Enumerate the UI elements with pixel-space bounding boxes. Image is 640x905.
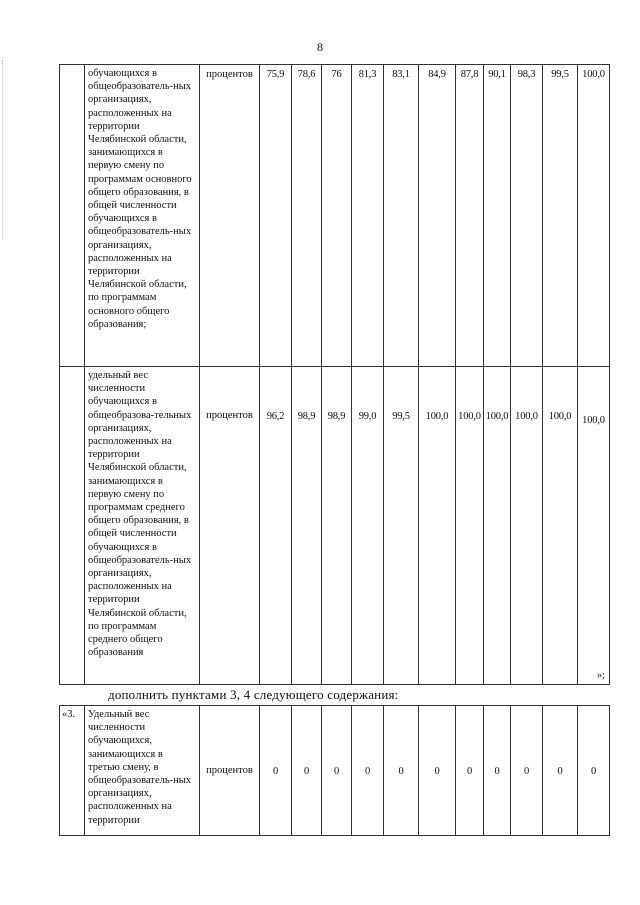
value-cell: 0	[484, 706, 511, 836]
value-cell: 84,9	[419, 65, 456, 367]
value-cell: 96,2	[260, 367, 292, 685]
row-number-cell: «3.	[60, 706, 85, 836]
value-cell: 83,1	[384, 65, 419, 367]
table-row	[60, 367, 610, 685]
table-row	[60, 65, 610, 367]
last-value-cell	[578, 367, 610, 685]
unit-cell: процентов	[200, 367, 260, 685]
value-cell: 0	[384, 706, 419, 836]
value-cell: 100,0	[543, 367, 578, 685]
value-cell: 100,0	[419, 367, 456, 685]
indicator-table-continued	[59, 64, 610, 685]
value-cell: 100,0	[456, 367, 484, 685]
value-cell: 100,0	[578, 65, 610, 367]
value-cell: 0	[511, 706, 543, 836]
value-cell: 98,3	[511, 65, 543, 367]
value-cell: 0	[456, 706, 484, 836]
value-cell: 99,5	[384, 367, 419, 685]
closing-quote-mark: »;	[596, 669, 605, 681]
supplement-instruction: дополнить пунктами 3, 4 следующего содержания:	[108, 687, 399, 702]
value-cell: 0	[322, 706, 352, 836]
indicator-description: Удельный вес численности обучающихся, занимающихся в третью смену, в общеобразователь-ных организациях, расположенных на территории	[85, 706, 200, 836]
unit-cell: процентов	[200, 706, 260, 836]
indicator-table-addition	[59, 705, 610, 836]
value-cell: 0	[543, 706, 578, 836]
value-cell: 99,0	[352, 367, 384, 685]
value-cell: 0	[260, 706, 292, 836]
value-cell: 98,9	[322, 367, 352, 685]
value-cell: 0	[292, 706, 322, 836]
value-cell: 81,3	[352, 65, 384, 367]
value-cell: 90,1	[484, 65, 511, 367]
value-cell: 0	[352, 706, 384, 836]
unit-cell: процентов	[200, 65, 260, 367]
row-number-cell	[60, 367, 85, 685]
value-cell: 0	[578, 706, 610, 836]
value-cell: 75,9	[260, 65, 292, 367]
row-number-cell	[60, 65, 85, 367]
value-cell: 98,9	[292, 367, 322, 685]
value-cell: 76	[322, 65, 352, 367]
scan-edge-artifact	[2, 60, 7, 240]
value-cell: 99,5	[543, 65, 578, 367]
indicator-description: удельный вес численности обучающихся в общеобразова-тельных организациях, расположенных на территории Челябинской области, занимающихся в первую смену по программам среднего общего образования, в общей численности обучающихся в общеобразователь-ных организациях, расположенных на территории Челябинской области, по программам среднего общего образования	[85, 367, 200, 685]
table-row	[60, 706, 610, 836]
value-cell: 100,0	[484, 367, 511, 685]
value-cell: 100,0	[582, 415, 605, 426]
page-number: 8	[317, 40, 323, 54]
indicator-description: обучающихся в общеобразователь-ных организациях, расположенных на территории Челябинской области, занимающихся в первую смену по программам основного общего образования, в общей численности обучающихся в общеобразователь-ных организациях, расположенных на территории Челябинской области, по программам основного общего образования;	[85, 65, 200, 367]
value-cell: 0	[419, 706, 456, 836]
value-cell: 78,6	[292, 65, 322, 367]
value-cell: 100,0	[511, 367, 543, 685]
value-cell: 87,8	[456, 65, 484, 367]
